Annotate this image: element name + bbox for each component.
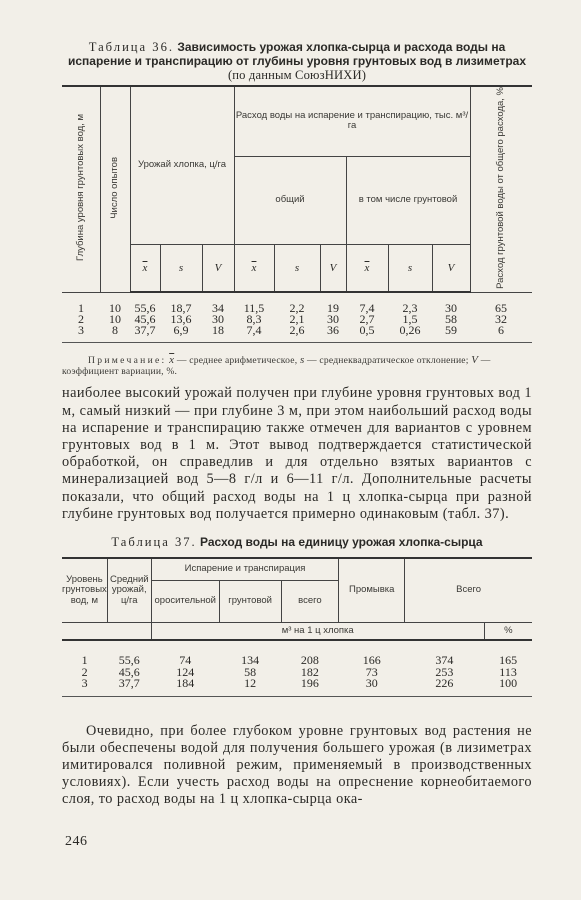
note-text-sd: — среднеквадратическое отклонение; (304, 355, 472, 367)
header-water: Расход воды на испарение и транспирацию, тыс. м³/га (234, 86, 470, 156)
header-ground-cv: V (432, 244, 470, 292)
table-row: 1 55,6 74 134 208 166 374 165 (81, 653, 518, 667)
header-ground-incl: в том числе грунтовой (346, 156, 470, 244)
header-total: общий (234, 156, 346, 244)
table36-note (62, 355, 532, 377)
note-x-symbol: $\overline{x}$ (169, 354, 175, 367)
header-irrigation: оросительной (151, 580, 219, 622)
header-total-mean: $\overline{x}$ (234, 244, 274, 292)
table-row: 2 45,6 124 58 182 73 253 113 (81, 664, 517, 679)
table36 (62, 85, 532, 343)
header-ground-mean: $\overline{x}$ (346, 244, 388, 292)
table37-caption (62, 535, 532, 549)
note-label: Примечание: (88, 355, 167, 367)
header-total-cv: V (320, 244, 346, 292)
body-paragraph-1: наиболее высокий урожай получен при глубине уровня грунтовых вод 1 м, самый низкий — при глубине 3 м, при этом наибольший расход воды на испарение и транспирацию также отмечен для вариантов с уровнем грунтовых вод в 1 м. Этот вывод подтверждается статистической обработкой, он справедлив и для отдельно взятых вариантов с минерализацией вод 5—8 г/л и 6—11 г/л. Дополнительные расчеты показали, что общий расход воды на 1 ц хлопка-сырца при разной глубине грунтовых вод получается примерно одинаковым (табл. 37). (62, 385, 532, 522)
table36-label: Таблица 36. (88, 40, 175, 54)
table36-caption (62, 40, 532, 82)
header-evap-total: всего (281, 580, 339, 622)
header-ground: грунтовой (219, 580, 281, 622)
header-evap: Испарение и транспирация (151, 558, 339, 580)
header-total-sd: s (274, 244, 320, 292)
note-text-cv: — коэффициент вариации, %. (62, 355, 491, 378)
table36-title: Зависимость урожая хлопка-сырца и расхода воды на испарение и транспирацию от глубины уровня грунтовых вод в лизиметрах (67, 40, 527, 68)
header-level: Уровень грунтовых вод, м (62, 558, 107, 622)
table-row: 2 10 45,6 13,6 30 8,3 2,1 30 2,7 1,5 58 32 (78, 312, 507, 327)
header-yield-mean: $\overline{x}$ (130, 244, 160, 292)
table-row: 1 10 55,6 18,7 34 11,5 2,2 19 7,4 2,3 30 65 (78, 301, 507, 316)
table37-title: Расход воды на единицу урожая хлопка-сырца (200, 535, 483, 549)
note-v-symbol: V (471, 354, 479, 367)
header-yield: Урожай хлопка, ц/га (130, 86, 234, 244)
table36-source: (по данным СоюзНИХИ) (227, 68, 367, 82)
header-avg-yield: Средний урожай, ц/га (107, 558, 151, 622)
note-text-mean: — среднее арифметическое, (176, 355, 300, 367)
table37-label: Таблица 37. (111, 535, 197, 549)
page-number: 246 (65, 834, 88, 849)
note-s-symbol: s (299, 354, 305, 367)
header-yield-sd: s (160, 244, 202, 292)
table37 (62, 557, 532, 697)
header-flush: Промывка (339, 558, 405, 622)
body-paragraph-2: Очевидно, при более глубоком уровне грунтовых вод растения не были обеспечены водой для получения большего урожая (в лизиметрах имитировался поливной режим, применяемый в производственных условиях). Если учесть расход воды на опреснение корнеобитаемого слоя, то расход воды на 1 ц хлопка-сырца ока- (62, 722, 532, 808)
header-ground-sd: s (388, 244, 432, 292)
header-depth: Глубина уровня грунтовых вод, м (62, 86, 100, 292)
table-row: 3 37,7 184 12 196 30 226 100 (81, 676, 518, 690)
header-unit-m3: м³ на 1 ц хлопка (151, 622, 484, 640)
header-ground-share: Расход грунтовой воды от общего расхода, % (470, 86, 532, 292)
header-unit-pct: % (484, 622, 532, 640)
header-yield-cv: V (202, 244, 234, 292)
table-row: 3 8 37,7 6,9 18 7,4 2,6 36 0,5 0,26 59 6 (78, 323, 504, 338)
header-experiments: Число опытов (100, 86, 130, 292)
book-page (62, 40, 532, 809)
header-unit-blank (62, 622, 151, 640)
header-grand-total: Всего (405, 558, 532, 622)
